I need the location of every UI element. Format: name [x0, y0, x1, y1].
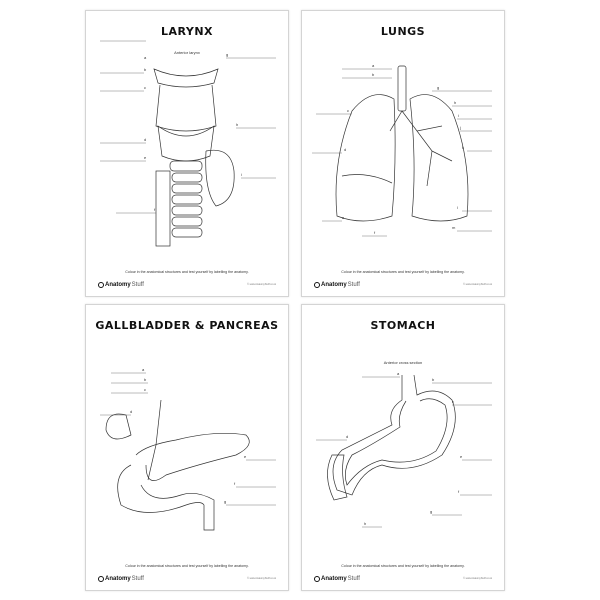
anatomystuff-logo	[314, 576, 360, 582]
sheet-caption: Colour in the anatomical structures and test yourself by labelling the anatomy.	[125, 270, 249, 274]
text: Anatomy	[105, 282, 131, 288]
diagram-label: c	[144, 387, 146, 392]
diagram-label: g	[224, 499, 227, 504]
sheet-title: GALLBLADDER & PANCREAS	[95, 319, 279, 332]
diagram-label: m	[452, 225, 456, 230]
diagram-label: a	[142, 367, 145, 372]
text: Anatomy	[105, 576, 131, 582]
text: Anatomy	[321, 576, 347, 582]
copyright: © www.AnatomyStuff.co.uk	[463, 577, 492, 580]
diagram-label: g	[437, 85, 440, 90]
diagram-label: i	[241, 172, 242, 177]
diagram-label: g	[430, 509, 433, 514]
diagram-label: d	[344, 147, 347, 152]
worksheet-larynx	[85, 10, 289, 297]
worksheet-lungs	[301, 10, 505, 297]
text: Stuff	[131, 282, 144, 288]
diagram-label: h	[364, 521, 367, 526]
sheet-caption: Colour in the anatomical structures and test yourself by labelling the anatomy.	[125, 564, 249, 568]
logo-icon	[98, 282, 104, 288]
diagram-label: f	[234, 481, 236, 486]
diagram-label: i	[458, 113, 459, 118]
diagram-label: k	[462, 145, 464, 150]
diagram-label: h	[454, 100, 457, 105]
copyright: © www.AnatomyStuff.co.uk	[247, 577, 276, 580]
larynx-diagram	[86, 11, 290, 298]
diagram-label: a	[372, 63, 375, 68]
text: Stuff	[347, 576, 360, 582]
lungs-diagram	[302, 11, 506, 298]
text: Stuff	[131, 576, 144, 582]
worksheet-gallbladder-pancreas	[85, 304, 289, 591]
sheet-subtitle: Anterior larynx	[174, 50, 200, 55]
diagram-label: h	[236, 122, 239, 127]
diagram-label: e	[342, 215, 345, 220]
anatomystuff-logo	[314, 282, 360, 288]
anatomystuff-logo	[98, 282, 144, 288]
diagram-label: c	[452, 399, 454, 404]
diagram-label: a	[397, 371, 400, 376]
diagram-label: b	[144, 377, 147, 382]
gallbladder-pancreas-diagram	[86, 305, 290, 592]
worksheet-stomach	[301, 304, 505, 591]
logo-icon	[314, 576, 320, 582]
anatomystuff-logo	[98, 576, 144, 582]
logo-icon	[314, 282, 320, 288]
diagram-label: b	[144, 67, 147, 72]
sheet-title: LARYNX	[160, 25, 214, 38]
sheet-caption: Colour in the anatomical structures and test yourself by labelling the anatomy.	[341, 270, 465, 274]
diagram-label: l	[457, 205, 458, 210]
diagram-label: g	[226, 52, 229, 57]
diagram-label: d	[130, 409, 133, 414]
copyright: © www.AnatomyStuff.co.uk	[463, 283, 492, 286]
diagram-label: j	[460, 125, 461, 130]
diagram-label: c	[347, 108, 349, 113]
sheet-title: LUNGS	[380, 25, 426, 38]
sheet-subtitle: Anterior cross section	[383, 360, 423, 365]
diagram-label: e	[460, 454, 463, 459]
sheet-caption: Colour in the anatomical structures and test yourself by labelling the anatomy.	[341, 564, 465, 568]
diagram-label: c	[144, 85, 146, 90]
stomach-diagram	[302, 305, 506, 592]
diagram-label: e	[144, 155, 147, 160]
diagram-label: f	[458, 489, 460, 494]
logo-icon	[98, 576, 104, 582]
text: Stuff	[347, 282, 360, 288]
diagram-label: f	[154, 207, 156, 212]
diagram-label: b	[432, 377, 435, 382]
diagram-label: f	[374, 230, 376, 235]
copyright: © www.AnatomyStuff.co.uk	[247, 283, 276, 286]
diagram-label: b	[372, 72, 375, 77]
diagram-label: a	[144, 55, 147, 60]
diagram-label: d	[144, 137, 147, 142]
sheet-title: STOMACH	[370, 319, 436, 332]
diagram-label: e	[244, 454, 247, 459]
diagram-label: d	[346, 434, 349, 439]
text: Anatomy	[321, 282, 347, 288]
